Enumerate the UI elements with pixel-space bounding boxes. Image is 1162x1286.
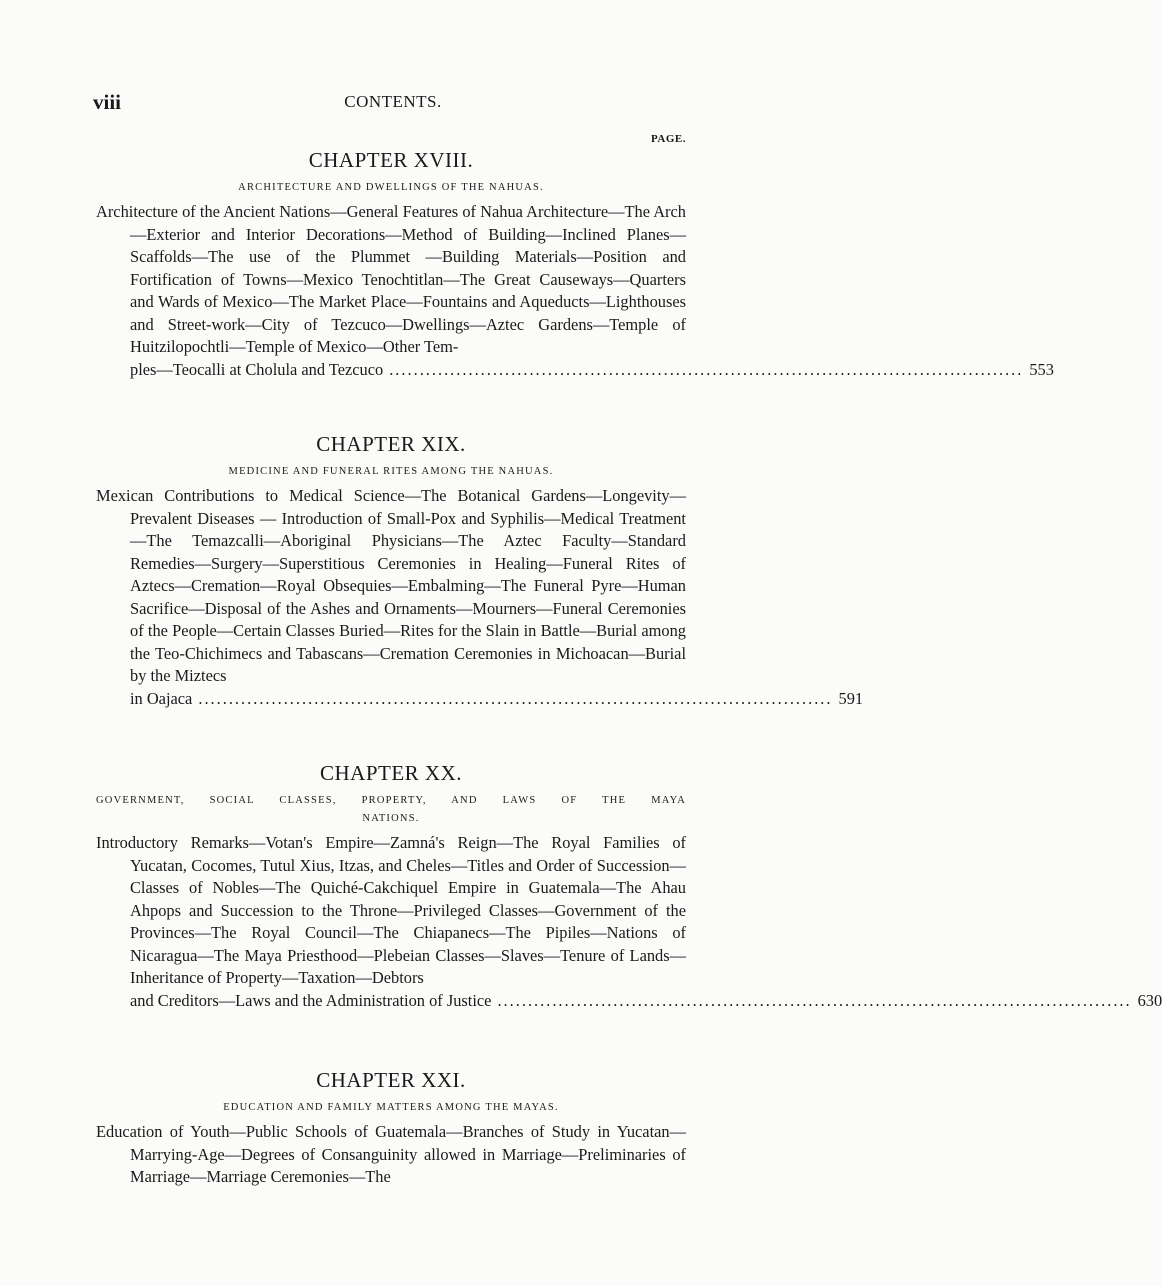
chapter-title: CHAPTER XXI.	[316, 1068, 466, 1092]
chapter-xix	[96, 431, 864, 710]
chapter-summary: Education of Youth—Public Schools of Guatemala—Branches of Study in Yucatan—Marrying-Age—Degrees of Consanguinity allowed in Marriage—Preliminaries of Marriage—Marriage Ceremonies—The	[96, 1122, 686, 1186]
toc-entry-last-line: ples—Teocalli at Cholula and Tezcuco	[130, 359, 384, 379]
toc-entry-line	[96, 359, 1054, 382]
page-reference: 591	[838, 688, 864, 708]
chapter-summary: Architecture of the Ancient Nations—General Features of Nahua Architecture—The Arch—Exterior and Interior Decorations—Method of Building—Inclined Planes—Scaffolds—The use of the Plummet —Building Materials—Position and Fortification of Towns—Mexico Tenochtitlan—The Great Causeways—Quarters and Wards of Mexico—The Market Place—Fountains and Aqueducts—Lighthouses and Street-work—City of Tezcuco—Dwellings—Aztec Gardens—Temple of Huitzilopochtli—Temple of Mexico—Other Tem-	[96, 202, 686, 356]
chapter-subtitle: MEDICINE AND FUNERAL RITES AMONG THE NAHUAS.	[228, 466, 554, 477]
chapter-title: CHAPTER XX.	[319, 761, 462, 785]
chapter-subtitle: ARCHITECTURE AND DWELLINGS OF THE NAHUAS.	[238, 182, 544, 193]
toc-entry-line	[96, 688, 864, 711]
chapter-subtitle: EDUCATION AND FAMILY MATTERS AMONG THE MAYAS.	[223, 1102, 559, 1113]
chapter-title: CHAPTER XVIII.	[308, 148, 474, 172]
page-reference: 553	[1029, 359, 1054, 379]
dot-leader: ........................................................................................................	[389, 359, 1024, 379]
chapter-title: CHAPTER XIX.	[316, 432, 466, 456]
toc-entry-line	[96, 990, 1162, 1013]
page-number: viii	[93, 90, 122, 114]
chapter-subtitle-continued: NATIONS.	[362, 813, 420, 824]
toc-entry-last-line: and Creditors—Laws and the Administration of Justice	[130, 990, 492, 1010]
chapter-xviii	[96, 147, 1054, 381]
page-header	[93, 90, 693, 116]
dot-leader: ........................................................................................................	[198, 688, 833, 708]
chapter-xx	[96, 760, 1162, 1012]
chapter-xxi	[96, 1067, 686, 1189]
page-reference: 630	[1137, 990, 1162, 1010]
dot-leader: ........................................................................................................	[497, 990, 1132, 1010]
running-head: CONTENTS.	[344, 92, 442, 111]
page-column-label: PAGE.	[651, 133, 686, 145]
chapter-summary: Mexican Contributions to Medical Science—The Botanical Gardens—Longevity—Prevalent Diseases — Introduction of Small-Pox and Syphilis—Medical Treatment—The Temazcalli—Aboriginal Physicians—The Aztec Faculty—Standard Remedies—Surgery—Superstitious Ceremonies in Healing—Funeral Rites of Aztecs—Cremation—Royal Obsequies—Embalming—The Funeral Pyre—Human Sacrifice—Disposal of the Ashes and Ornaments—Mourners—Funeral Ceremonies of the People—Certain Classes Buried—Rites for the Slain in Battle—Burial among the Teo-Chichimecs and Tabascans—Cremation Ceremonies in Michoacan—Burial by the Miztecs	[96, 486, 686, 685]
chapter-summary: Introductory Remarks—Votan's Empire—Zamná's Reign—The Royal Families of Yucatan, Cocomes, Tutul Xius, Itzas, and Cheles—Titles and Order of Succession—Classes of Nobles—The Quiché-Cakchiquel Empire in Guatemala—The Ahau Ahpops and Succession to the Throne—Privileged Classes—Government of the Provinces—The Royal Council—The Chiapanecs—The Pipiles—Nations of Nicaragua—The Maya Priesthood—Plebeian Classes—Slaves—Tenure of Lands—Inheritance of Property—Taxation—Debtors	[96, 833, 686, 987]
toc-entry-last-line: in Oajaca	[130, 688, 193, 708]
chapter-subtitle: GOVERNMENT, SOCIAL CLASSES, PROPERTY, AND LAWS OF THE MAYA	[96, 795, 686, 806]
